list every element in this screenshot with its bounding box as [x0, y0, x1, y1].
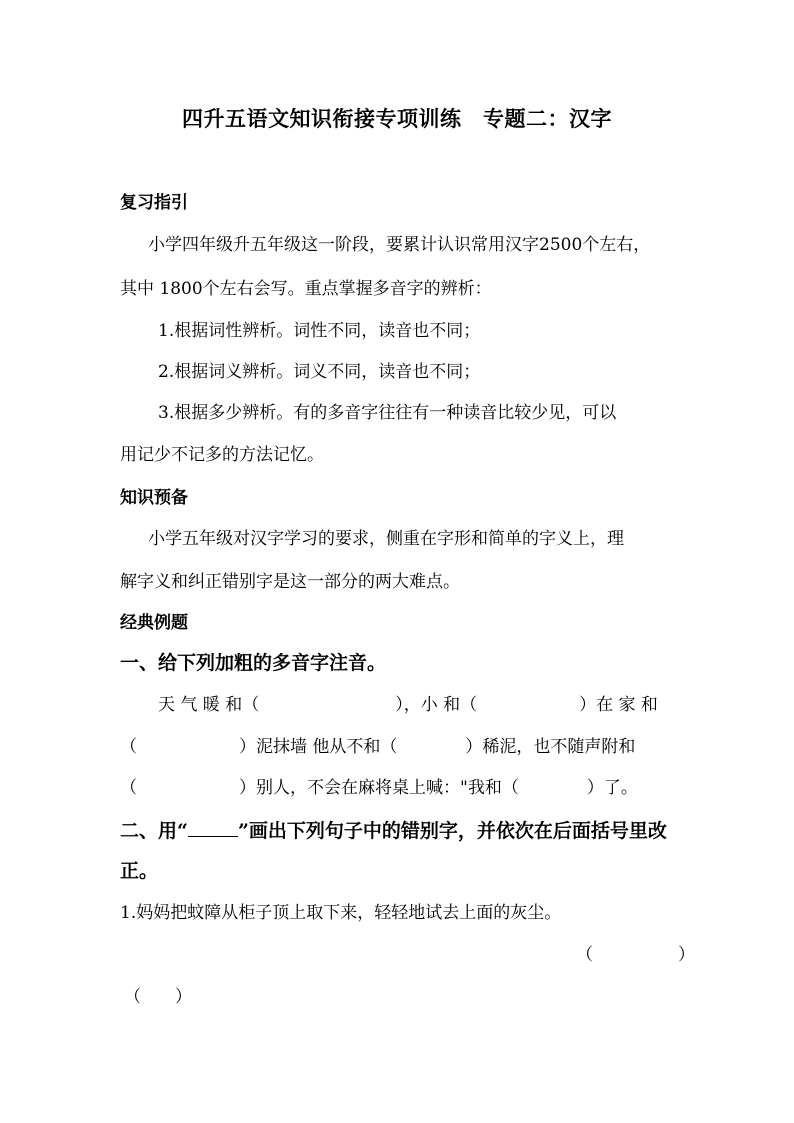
review-paragraph-line-2: 其中 1800个左右会写。重点掌握多音字的辨析：: [120, 279, 492, 299]
question-1-line-3: （ ）别人，不会在麻将桌上喊："我和（ ）了。: [120, 778, 638, 798]
section-heading-review: 复习指引: [120, 193, 188, 213]
review-item-2: 2.根据词义辨析。词义不同，读音也不同；: [158, 362, 481, 382]
question-1-line-2: （ ）泥抹墙 他从不和（ ）稀泥，也不随声附和: [120, 737, 636, 757]
section-heading-knowledge: 知识预备: [120, 488, 188, 508]
knowledge-paragraph-line-2: 解字义和纠正错别字是这一部分的两大难点。: [120, 572, 460, 592]
page-title: 四升五语文知识衔接专项训练 专题二：汉字: [182, 106, 612, 131]
answer-blank-right: （ ）: [576, 945, 695, 965]
review-item-3-line-1: 3.根据多少辨析。有的多音字往往有一种读音比较少见，可以: [158, 403, 617, 423]
review-item-3-line-2: 用记少不记多的方法记忆。: [120, 445, 324, 465]
question-2-title-line-2: 正。: [120, 860, 159, 882]
question-1-line-1: 天 气 暖 和（ ），小 和（ ）在 家 和: [158, 695, 658, 715]
answer-blank-left: （ ）: [124, 987, 192, 1007]
question-2-title-prefix: 二、用“: [120, 820, 188, 842]
knowledge-paragraph-line-1: 小学五年级对汉字学习的要求，侧重在字形和简单的字义上，理: [148, 529, 624, 549]
question-2-sentence-1: 1.妈妈把蚊障从柜子顶上取下来，轻轻地试去上面的灰尘。: [120, 903, 562, 923]
question-2-title: [120, 816, 667, 843]
section-heading-examples: 经典例题: [120, 613, 188, 633]
review-paragraph-line-1: 小学四年级升五年级这一阶段，要累计认识常用汉字2500个左右，: [148, 235, 651, 255]
underline-blank: [188, 822, 238, 837]
question-1-title: 一、给下列加粗的多音字注音。: [120, 652, 387, 674]
review-item-1: 1.根据词性辨析。词性不同，读音也不同；: [158, 321, 481, 341]
question-2-title-suffix: ”画出下列句子中的错别字，并依次在后面括号里改: [237, 820, 667, 842]
